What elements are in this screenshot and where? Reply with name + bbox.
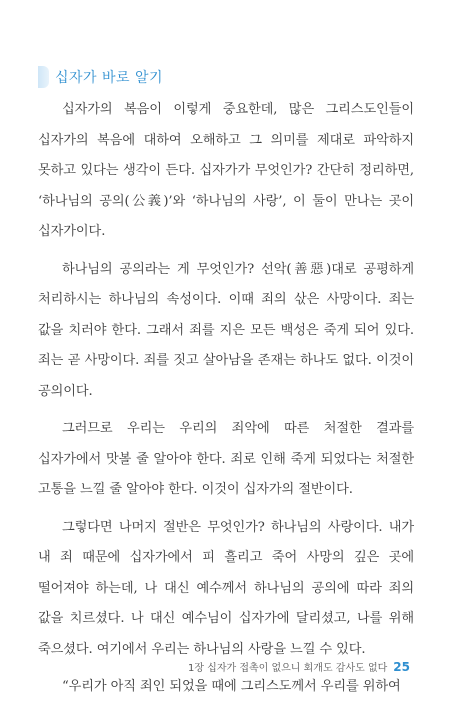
paragraph: 그러므로 우리는 우리의 죄악에 따른 처절한 결과를 십자가에서 맛볼 줄 알아야 한다. 죄로 인해 죽게 되었다는 처절한 고통을 느낄 줄 알아야 한다. 이것이 십자가의 절반이다. (38, 421, 414, 497)
paragraph: 십자가의 복음이 이렇게 중요한데, 많은 그리스도인들이 십자가의 복음에 대하여 오해하고 그 의미를 제대로 파악하지 못하고 있다는 생각이 든다. 십자가가 무엇인가? 간단히 정리하면, ‘하나님의 공의(公義)’와 ‘하나님의 사랑’, 이 둘이 만나는 곳이 십자가이다. (38, 102, 414, 239)
heading-marker (38, 66, 49, 88)
page-footer (188, 659, 410, 674)
paragraph: 하나님의 공의라는 게 무엇인가? 선악(善惡)대로 공평하게 처리하시는 하나님의 속성이다. 이때 죄의 삯은 사망이다. 죄는 값을 치러야 한다. 그래서 죄를 지은 모든 백성은 죽게 되어 있다. 죄는 곧 사망이다. 죄를 짓고 살아남을 존재는 하나도 없다. 이것이 공의이다. (38, 261, 414, 399)
paragraph: 그렇다면 나머지 절반은 무엇인가? 하나님의 사랑이다. 내가 내 죄 때문에 십자가에서 피 흘리고 죽어 사망의 깊은 곳에 떨어져야 하는데, 나 대신 예수께서 하나님의 공의에 따라 죄의 값을 치르셨다. 나 대신 예수님이 십자가에 달리셨고, 나를 위해 죽으셨다. 여기에서 우리는 하나님의 사랑을 느낄 수 있다. (38, 519, 414, 657)
page-number: 25 (393, 660, 410, 674)
running-footer-title: 1장 십자가 접촉이 없으니 회개도 감사도 없다 (187, 663, 388, 674)
section-title: 십자가 바로 알기 (55, 70, 164, 86)
body-text (38, 95, 414, 703)
section-heading (38, 66, 163, 88)
paragraph: “우리가 아직 죄인 되었을 때에 그리스도께서 우리를 위하여 (62, 679, 401, 694)
